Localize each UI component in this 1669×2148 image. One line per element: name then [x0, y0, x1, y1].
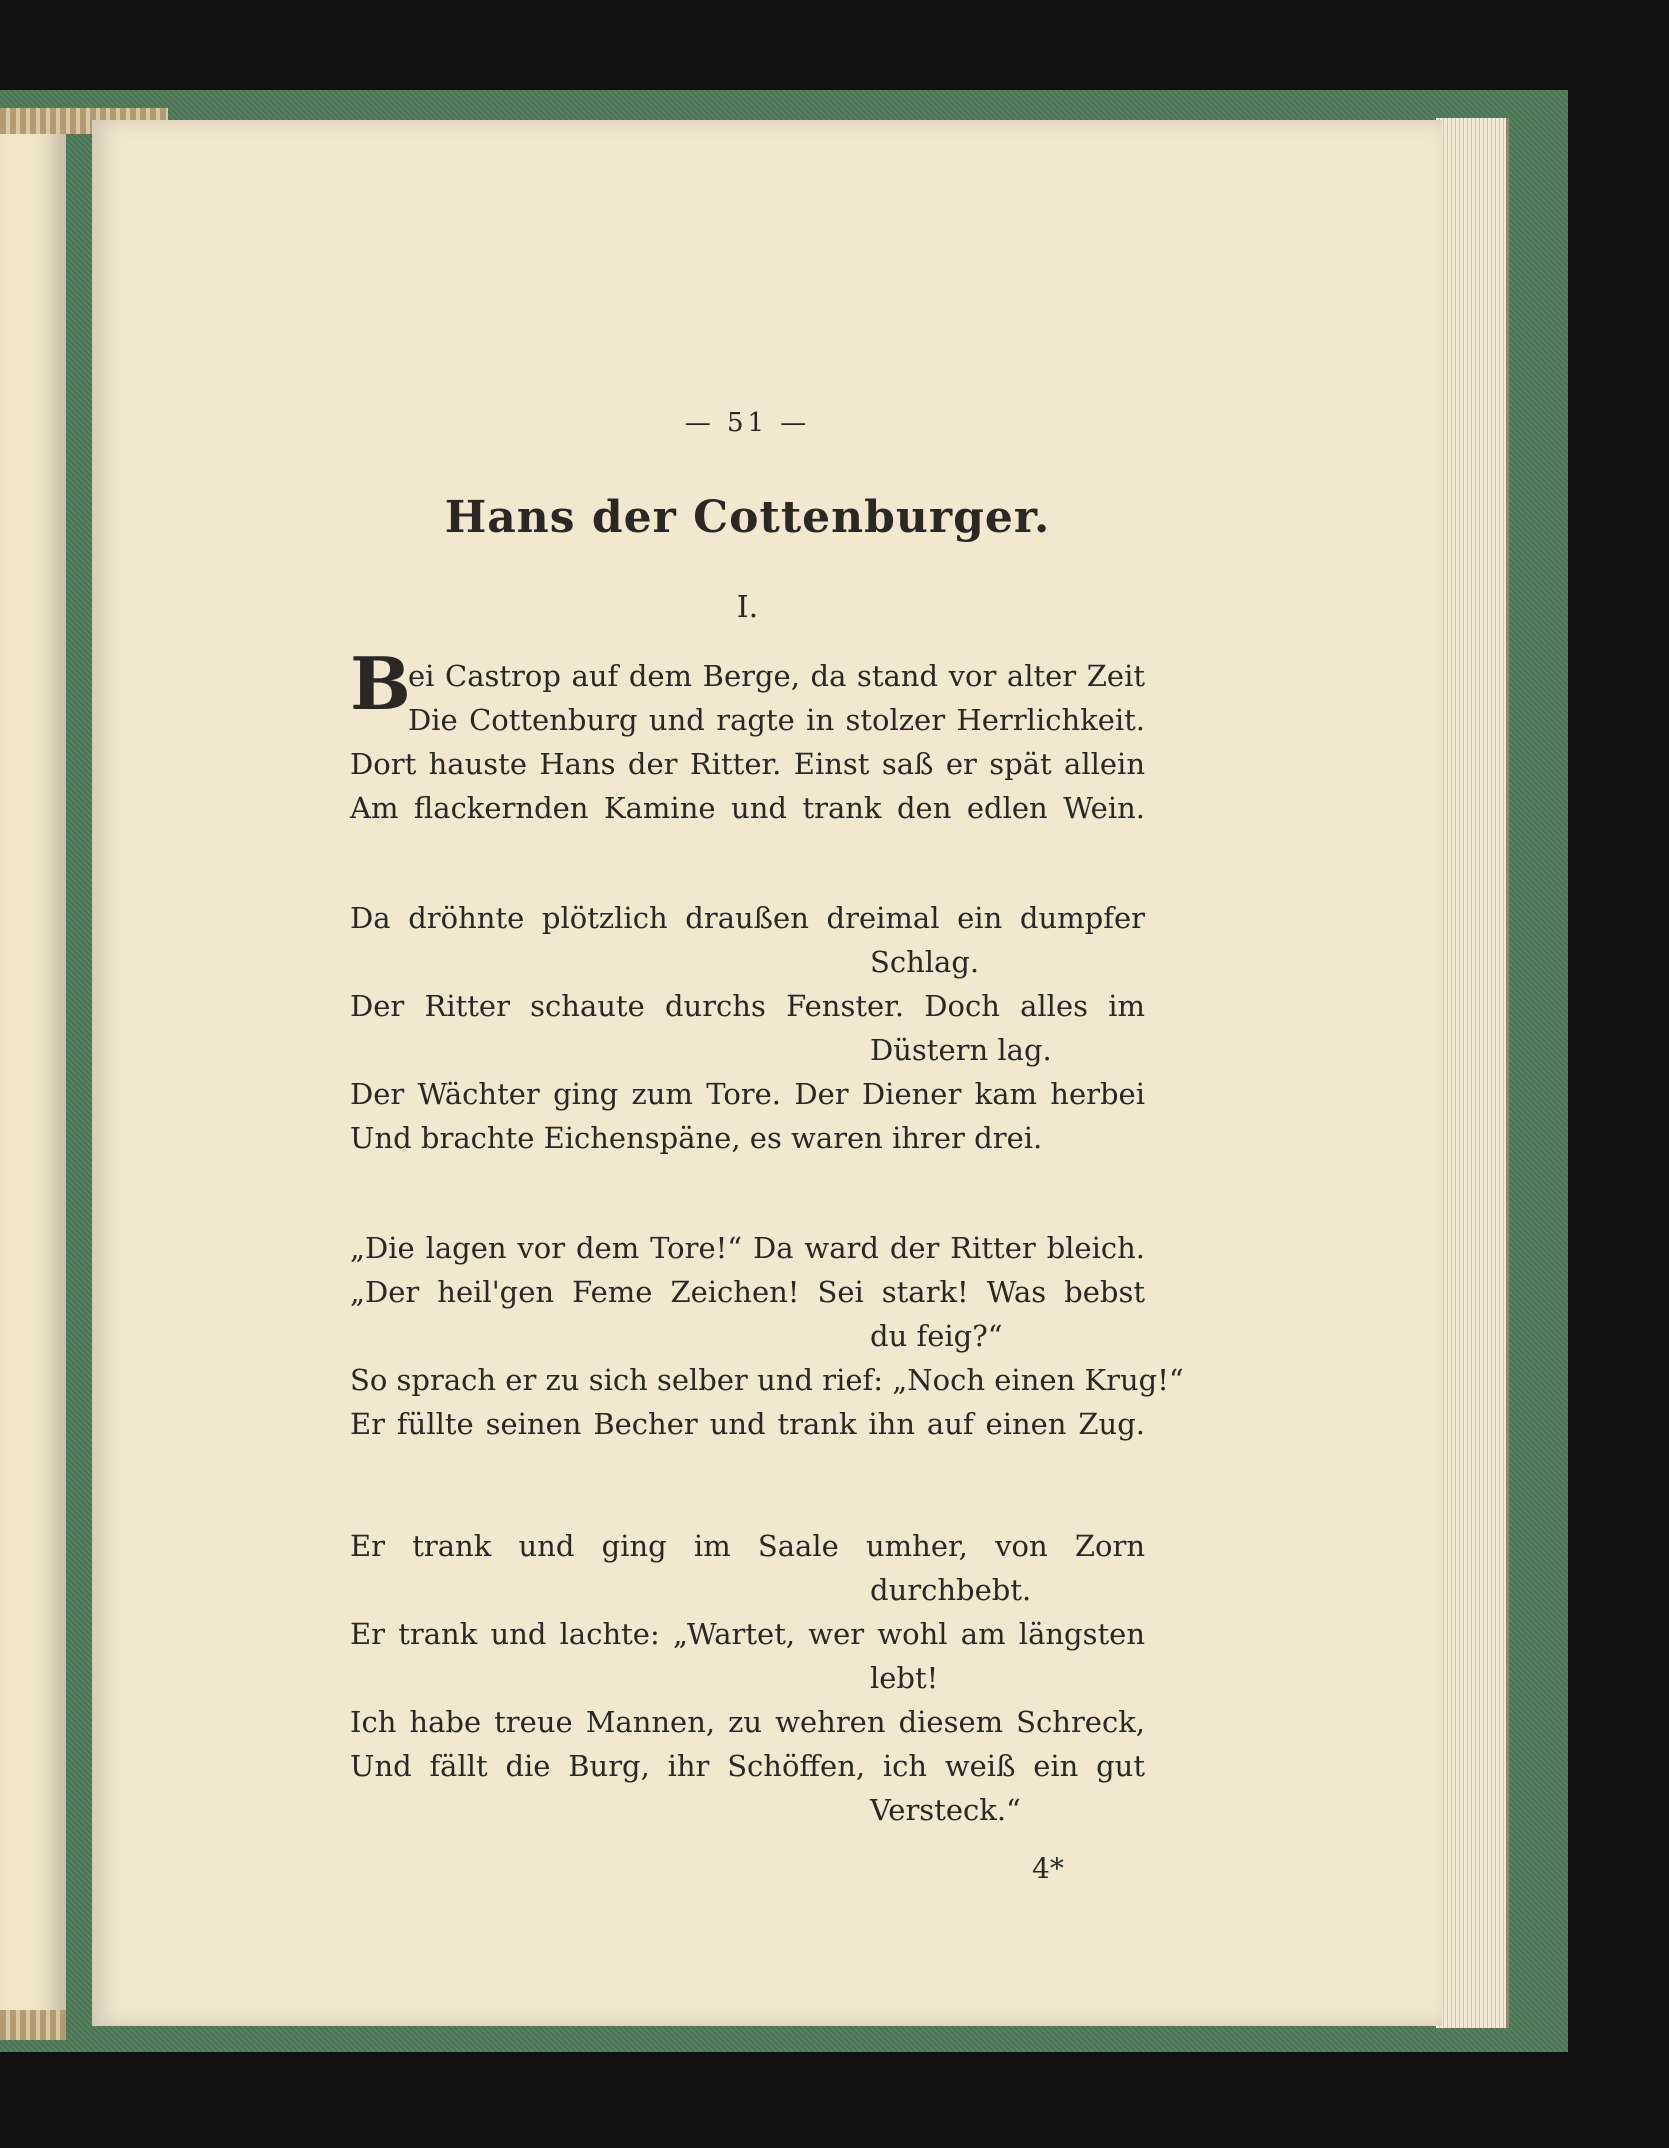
poem-line: Er trank und lachte: „Wartet, wer wohl am längsten [350, 1617, 1145, 1651]
signature-mark: 4* [1032, 1852, 1064, 1885]
poem-line: Ich habe treue Mannen, zu wehren diesem Schreck, [350, 1705, 1145, 1739]
poem-line: Er trank und ging im Saale umher, von Zorn [350, 1529, 1145, 1563]
poem-line: Am flackernden Kamine und trank den edlen Wein. [350, 791, 1145, 825]
poem-line-continuation: lebt! [870, 1661, 939, 1695]
poem-line: Die Cottenburg und ragte in stolzer Herrlichkeit. [408, 703, 1145, 737]
poem-line: „Der heil'gen Feme Zeichen! Sei stark! Was bebst [350, 1275, 1145, 1309]
poem-line-continuation: durchbebt. [870, 1573, 1032, 1607]
headband-bottom [0, 2010, 66, 2040]
section-numeral: I. [736, 590, 759, 625]
poem-line: Der Ritter schaute durchs Fenster. Doch alles im [350, 989, 1145, 1023]
poem-line: Da dröhnte plötzlich draußen dreimal ein dumpfer [350, 901, 1145, 935]
poem-line: Und fällt die Burg, ihr Schöffen, ich weiß ein gut [350, 1749, 1145, 1783]
poem-line: „Die lagen vor dem Tore!“ Da ward der Ritter bleich. [350, 1231, 1145, 1265]
page-number: — 51 — [684, 408, 811, 438]
poem-line-continuation: Düstern lag. [870, 1033, 1052, 1067]
right-page [92, 120, 1442, 2026]
poem-title: Hans der Cottenburger. [444, 492, 1051, 543]
drop-cap: B [350, 641, 411, 726]
poem-line: ei Castrop auf dem Berge, da stand vor alter Zeit [408, 659, 1145, 693]
poem-line-continuation: Versteck.“ [870, 1793, 1021, 1827]
poem-line: Der Wächter ging zum Tore. Der Diener kam herbei [350, 1077, 1145, 1111]
poem-line-continuation: du feig?“ [870, 1319, 1003, 1353]
page-edges [1436, 118, 1509, 2028]
poem-line: So sprach er zu sich selber und rief: „Noch einen Krug!“ [350, 1363, 1184, 1397]
poem-line-continuation: Schlag. [870, 945, 980, 979]
poem-line: Und brachte Eichenspäne, es waren ihrer drei. [350, 1121, 1043, 1155]
poem-line: Dort hauste Hans der Ritter. Einst saß er spät allein [350, 747, 1145, 781]
left-page-edge [0, 108, 66, 2038]
poem-line: Er füllte seinen Becher und trank ihn auf einen Zug. [350, 1407, 1145, 1441]
